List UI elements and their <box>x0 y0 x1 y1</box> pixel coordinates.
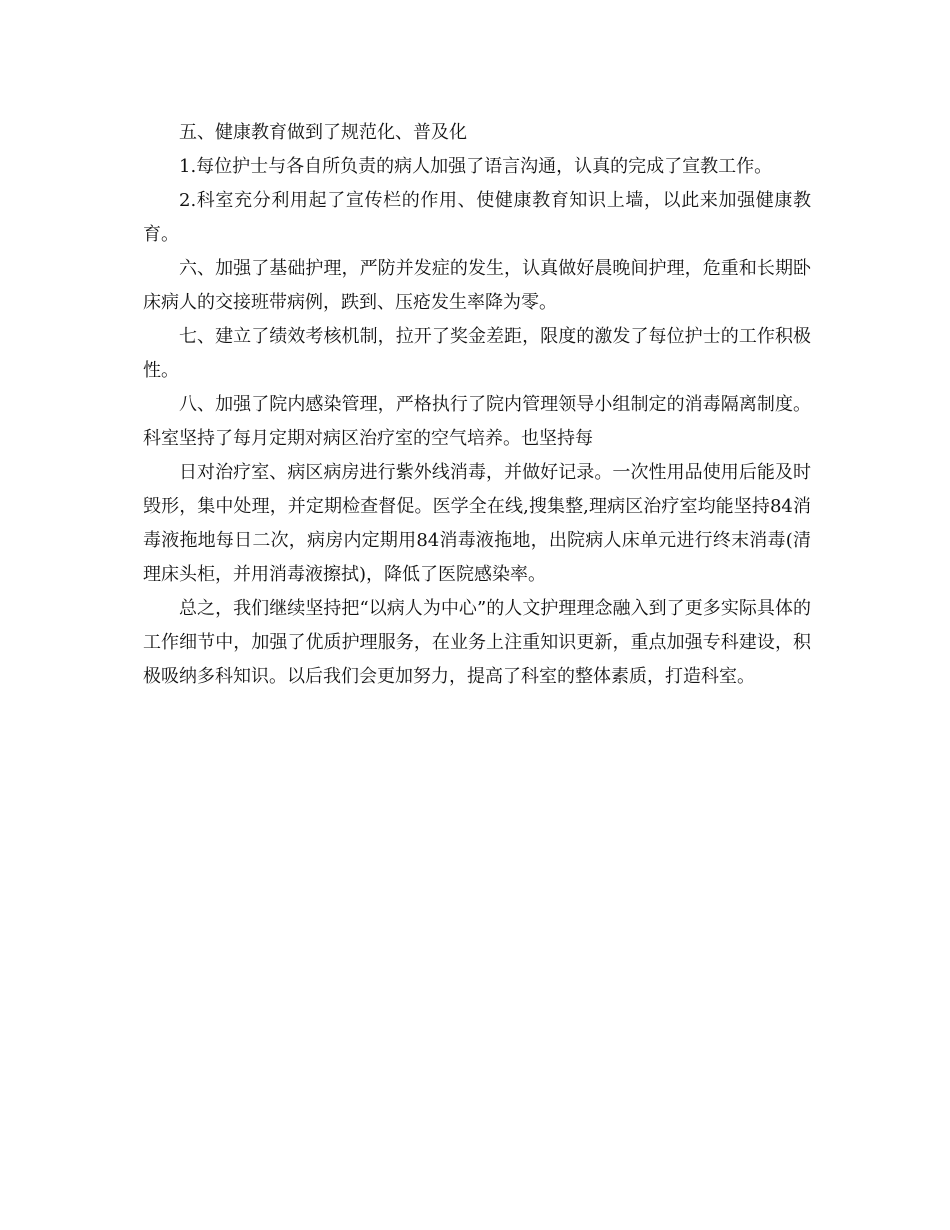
paragraph-item-1: 1.每位护士与各自所负责的病人加强了语言沟通，认真的完成了宣教工作。 <box>179 156 773 177</box>
paragraph-section-6: 六、加强了基础护理，严防并发症的发生，认真做好晨晚间护理，危重和长期卧床病人的交接班带病例，跌到、压疮发生率降为零。 <box>143 258 811 313</box>
paragraph-summary: 总之，我们继续坚持把“以病人为中心”的人文护理理念融入到了更多实际具体的工作细节中，加强了优质护理服务，在业务上注重知识更新，重点加强专科建设，积极吸纳多科知识。以后我们会更加努力，提高了科室的整体素质，打造科室。 <box>143 598 811 687</box>
paragraph-section-8: 八、加强了院内感染管理，严格执行了院内管理领导小组制定的消毒隔离制度。科室坚持了每月定期对病区治疗室的空气培养。也坚持每 <box>143 394 811 449</box>
document-body <box>143 116 811 694</box>
paragraph-section-7: 七、建立了绩效考核机制，拉开了奖金差距，限度的激发了每位护士的工作积极性。 <box>143 326 811 381</box>
paragraph-section-5-heading: 五、健康教育做到了规范化、普及化 <box>179 122 467 143</box>
paragraph-section-8-continued: 日对治疗室、病区病房进行紫外线消毒，并做好记录。一次性用品使用后能及时毁形，集中处理，并定期检查督促。医学全在线,搜集整,理病区治疗室均能坚持84消毒液拖地每日二次，病房内定期用84消毒液拖地，出院病人床单元进行终末消毒(清理床头柜，并用消毒液擦拭)，降低了医院感染率。 <box>143 462 811 585</box>
paragraph-item-2: 2.科室充分利用起了宣传栏的作用、使健康教育知识上墙，以此来加强健康教育。 <box>143 190 811 245</box>
